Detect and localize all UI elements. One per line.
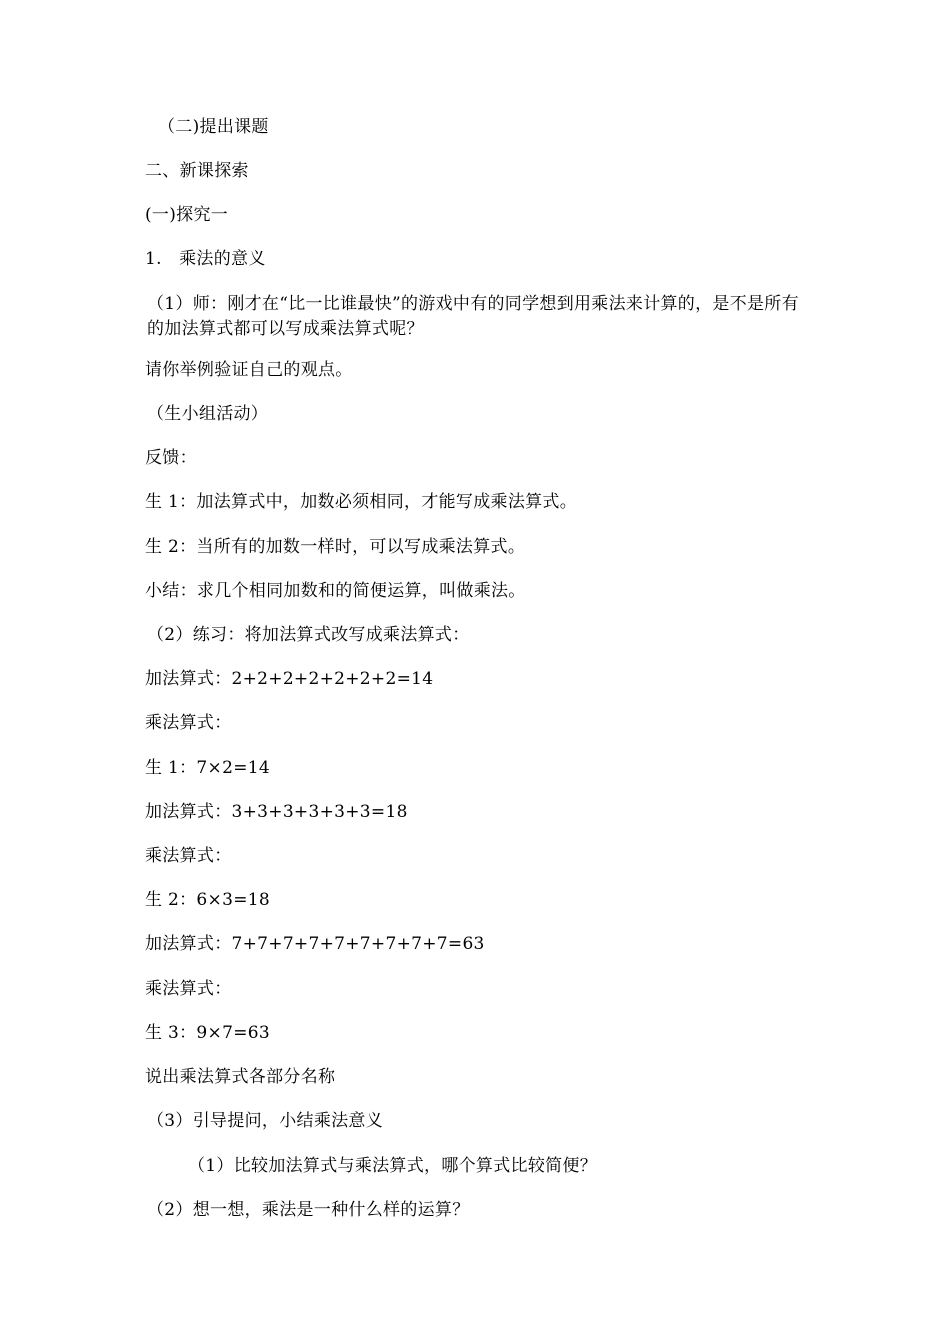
paragraph: 说出乘法算式各部分名称	[145, 1067, 336, 1087]
paragraph: 生 1：7×2=14	[145, 758, 270, 778]
paragraph: （2）想一想，乘法是一种什么样的运算？	[147, 1200, 470, 1220]
paragraph: 生 2：当所有的加数一样时，可以写成乘法算式。	[145, 537, 526, 557]
section-heading: （二)提出课题	[158, 117, 269, 137]
paragraph: 生 3：9×7=63	[145, 1023, 270, 1043]
paragraph: （1）师：刚才在“比一比谁最快”的游戏中有的同学想到用乘法来计算的，是不是所有的加法算式都可以写成乘法算式呢？	[147, 294, 799, 339]
paragraph: 生 2：6×3=18	[145, 890, 270, 910]
paragraph: 生 1：加法算式中，加数必须相同，才能写成乘法算式。	[145, 492, 578, 512]
paragraph: 小结：求几个相同加数和的简便运算，叫做乘法。	[145, 581, 526, 601]
paragraph: 乘法算式：	[145, 713, 232, 733]
paragraph: （1）比较加法算式与乘法算式，哪个算式比较简便？	[188, 1156, 598, 1176]
section-heading: 二、新课探索	[145, 161, 249, 181]
paragraph: 请你举例验证自己的观点。	[145, 360, 353, 380]
paragraph: （2）练习：将加法算式改写成乘法算式：	[147, 625, 470, 645]
paragraph: （3）引导提问，小结乘法意义	[147, 1111, 384, 1131]
paragraph: 加法算式：7+7+7+7+7+7+7+7+7=63	[145, 934, 485, 954]
paragraph: （生小组活动）	[147, 404, 269, 424]
topic-heading: 1. 乘法的意义	[145, 249, 266, 269]
paragraph: 乘法算式：	[145, 846, 232, 866]
subsection-heading: (一)探究一	[145, 205, 229, 225]
paragraph: 加法算式：3+3+3+3+3+3=18	[145, 802, 408, 822]
paragraph: 加法算式：2+2+2+2+2+2+2=14	[145, 669, 434, 689]
paragraph: 乘法算式：	[145, 979, 232, 999]
paragraph: 反馈：	[145, 448, 197, 468]
